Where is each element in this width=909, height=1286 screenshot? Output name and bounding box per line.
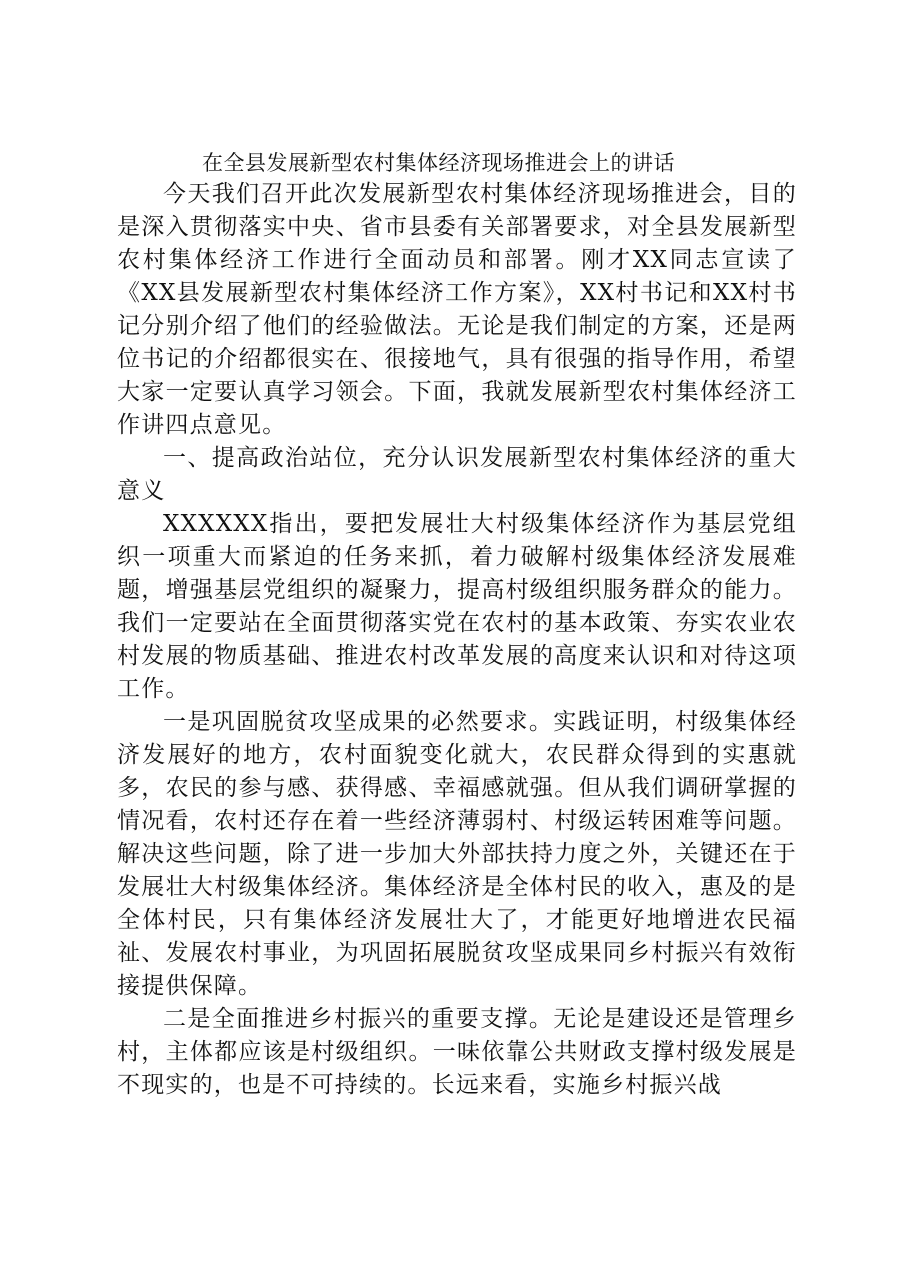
paragraph-opening: 今天我们召开此次发展新型农村集体经济现场推进会，目的是深入贯彻落实中央、省市县委有关部署要求，对全县发展新型农村集体经济工作进行全面动员和部署。刚才XX同志宣读了《XX县发展新型农村集体经济工作方案》，XX村书记和XX村书记分别介绍了他们的经验做法。无论是我们制定的方案，还是两位书记的介绍都很实在、很接地气，具有很强的指导作用，希望大家一定要认真学习领会。下面，我就发展新型农村集体经济工作讲四点意见。 [117, 181, 797, 438]
document-body [117, 148, 797, 1102]
paragraph-section-one-intro: XXXXXX指出，要把发展壮大村级集体经济作为基层党组织一项重大而紧迫的任务来抓，着力破解村级集体经济发展难题，增强基层党组织的凝聚力，提高村级组织服务群众的能力。我们一定要站在全面贯彻落实党在农村的基本政策、夯实农业农村发展的物质基础、推进农村改革发展的高度来认识和对待这项工作。 [117, 511, 797, 702]
paragraph-point-two: 二是全面推进乡村振兴的重要支撑。无论是建设还是管理乡村，主体都应该是村级组织。一味依靠公共财政支撑村级发展是不现实的，也是不可持续的。长远来看，实施乡村振兴战 [117, 1006, 797, 1098]
section-heading-one: 一、提高政治站位，充分认识发展新型农村集体经济的重大意义 [117, 445, 797, 504]
paragraph-point-one: 一是巩固脱贫攻坚成果的必然要求。实践证明，村级集体经济发展好的地方，农村面貌变化就大，农民群众得到的实惠就多，农民的参与感、获得感、幸福感就强。但从我们调研掌握的情况看，农村还存在着一些经济薄弱村、村级运转困难等问题。解决这些问题，除了进一步加大外部扶持力度之外，关键还在于发展壮大村级集体经济。集体经济是全体村民的收入，惠及的是全体村民，只有集体经济发展壮大了，才能更好地增进农民福祉、发展农村事业，为巩固拓展脱贫攻坚成果同乡村振兴有效衔接提供保障。 [117, 709, 797, 999]
document-title: 在全县发展新型农村集体经济现场推进会上的讲话 [202, 151, 675, 175]
